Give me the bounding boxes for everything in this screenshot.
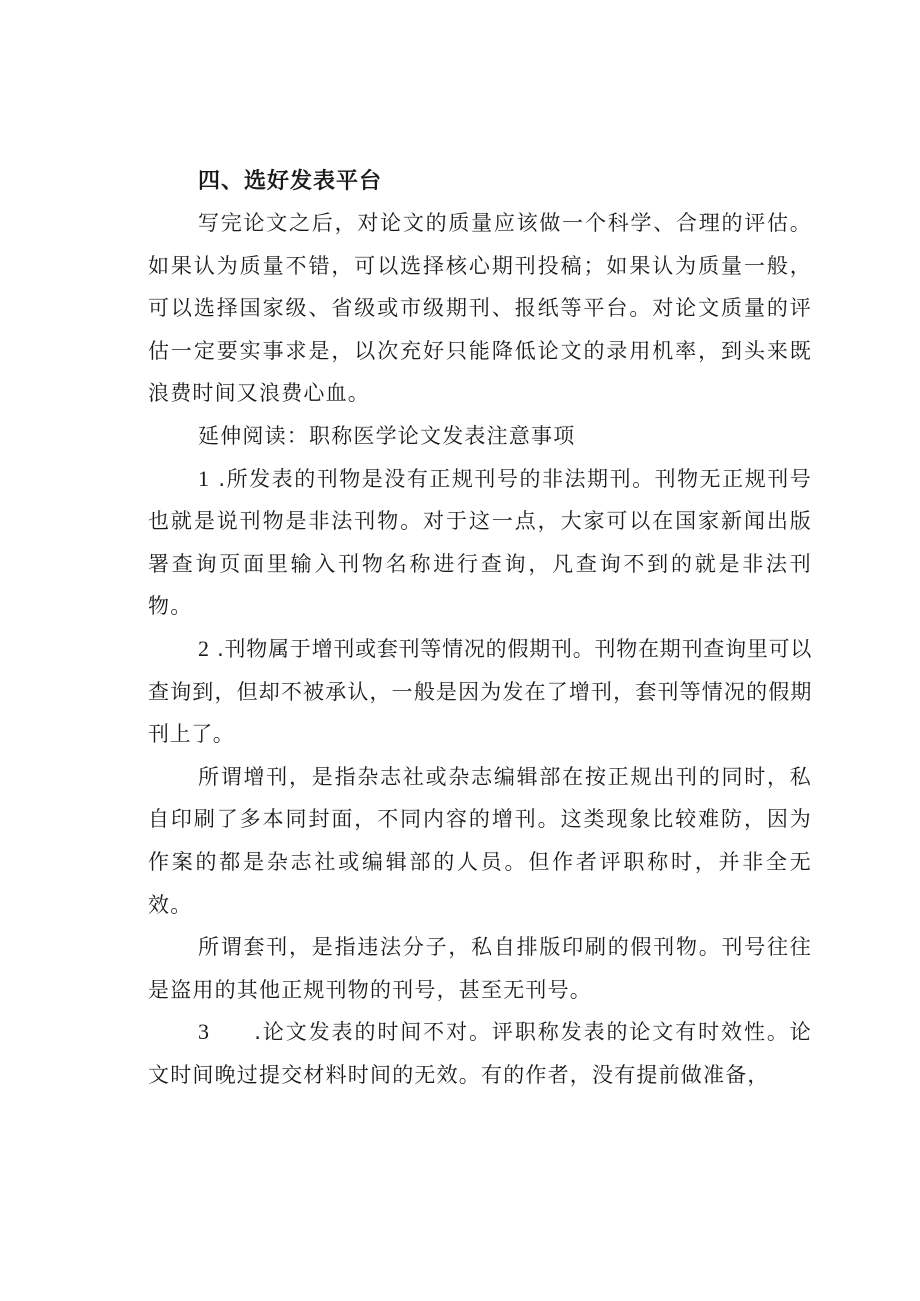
paragraph-item-2: [148, 628, 812, 756]
item-2-text: .刊物属于增刊或套刊等情况的假期刊。刊物在期刊查询里可以查询到，但却不被承认，一般是因为发在了增刊，套刊等情况的假期刊上了。: [148, 636, 812, 747]
paragraph-item-3: [148, 1011, 812, 1096]
paragraph-supplement-definition: 所谓增刊，是指杂志社或杂志编辑部在按正规出刊的同时，私自印刷了多本同封面，不同内容的增刊。这类现象比较难防，因为作案的都是杂志社或编辑部的人员。但作者评职称时，并非全无效。: [148, 764, 812, 917]
paragraph-item-1: [148, 458, 812, 628]
item-3-text: .论文发表的时间不对。评职称发表的论文有时效性。论文时间晚过提交材料时间的无效。有的作者，没有提前做准备，: [148, 1020, 812, 1087]
item-2-number: 2: [198, 635, 210, 661]
item-3-number: 3: [198, 1019, 211, 1045]
paragraph-counterfeit-definition: 所谓套刊，是指违法分子，私自排版印刷的假刊物。刊号往往是盗用的其他正规刊物的刊号，甚至无刊号。: [148, 935, 812, 1002]
item-1-number: 1: [198, 465, 211, 491]
section-heading: 四、选好发表平台: [198, 169, 383, 194]
item-1-text: .所发表的刊物是没有正规刊号的非法期刊。刊物无正规刊号也就是说刊物是非法刊物。对于这一点，大家可以在国家新闻出版署查询页面里输入刊物名称进行查询，凡查询不到的就是非法刊物。: [148, 466, 812, 619]
document-body: [148, 162, 812, 1096]
paragraph-evaluate-quality: 写完论文之后，对论文的质量应该做一个科学、合理的评估。如果认为质量不错，可以选择核心期刊投稿；如果认为质量一般，可以选择国家级、省级或市级期刊、报纸等平台。对论文质量的评估一定要实事求是，以次充好只能降低论文的录用机率，到头来既浪费时间又浪费心血。: [148, 211, 812, 406]
paragraph-further-reading: 延伸阅读：职称医学论文发表注意事项: [198, 423, 576, 448]
